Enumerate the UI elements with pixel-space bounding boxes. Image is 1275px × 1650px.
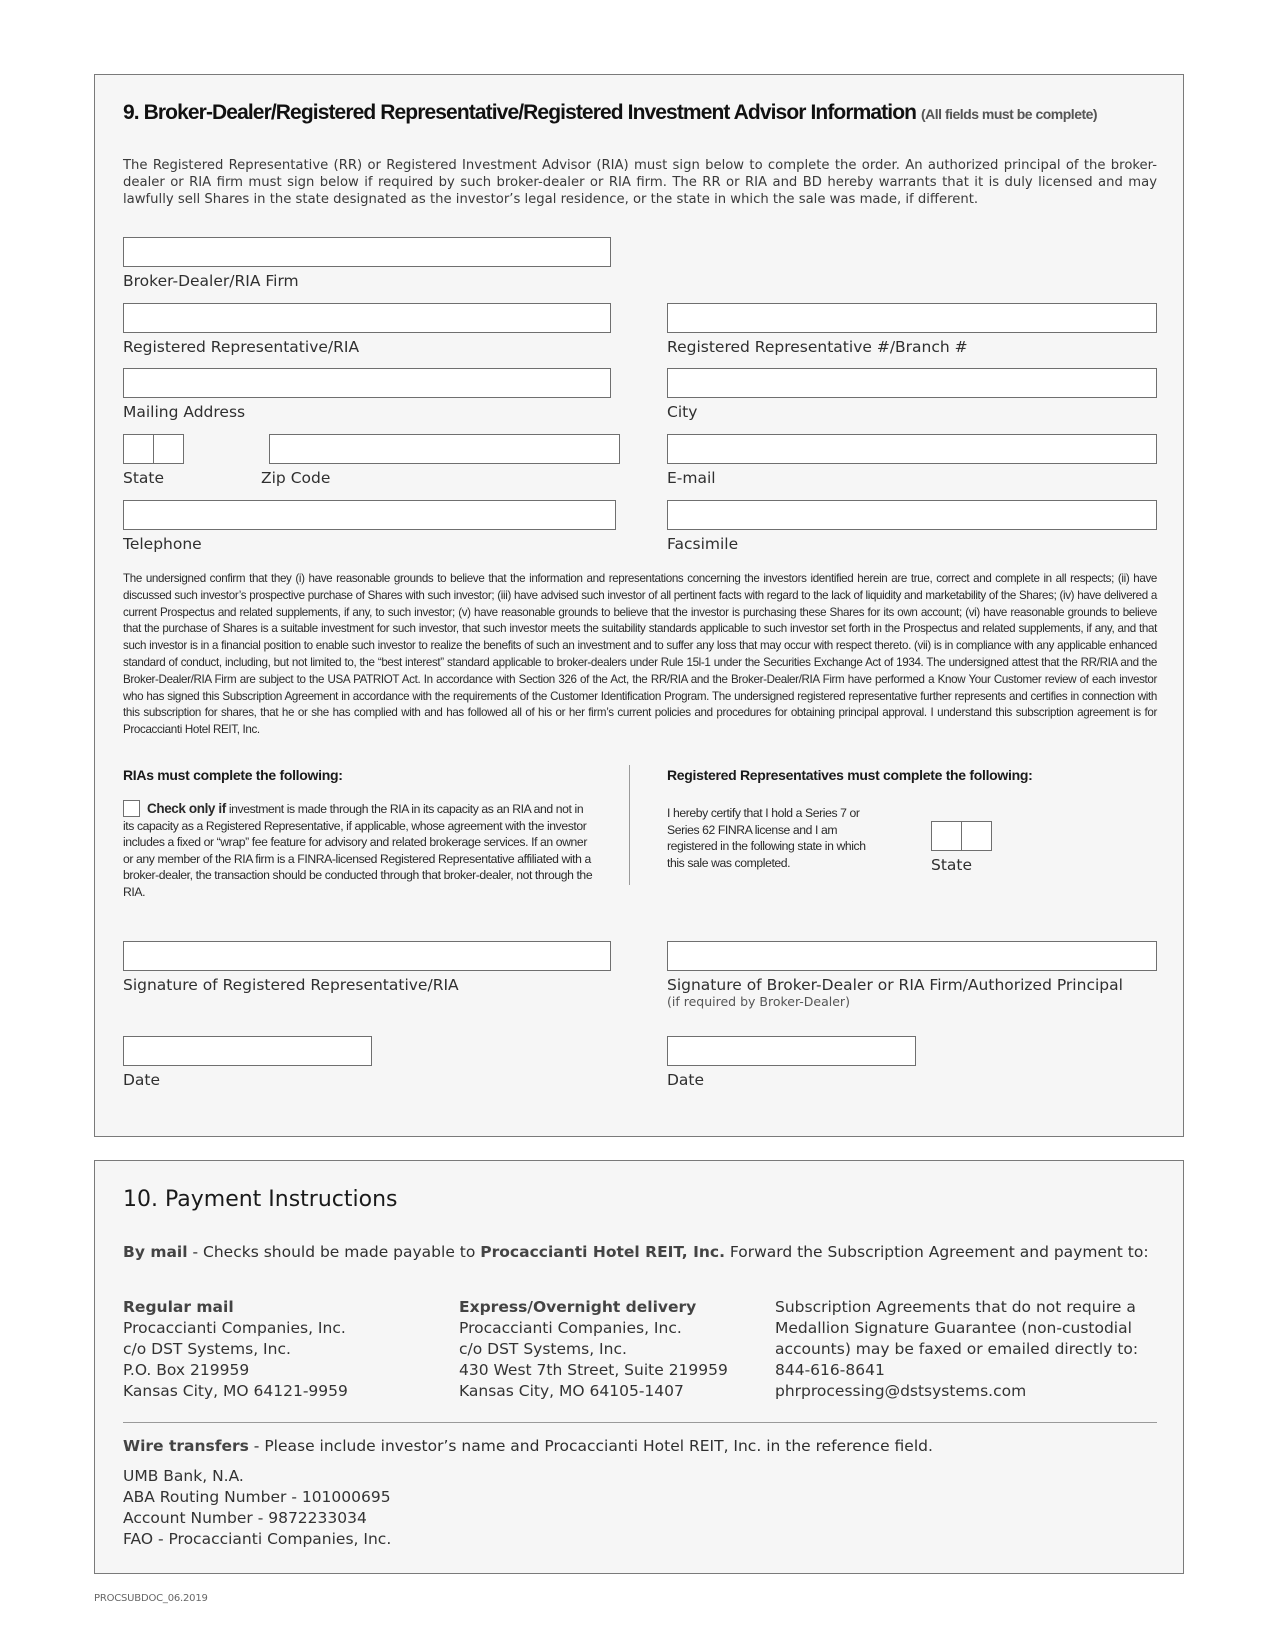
- mailing-address-label: Mailing Address: [123, 403, 246, 421]
- telephone-input[interactable]: [123, 500, 616, 530]
- rr-heading: Registered Representatives must complete the following:: [667, 767, 1033, 783]
- wire-line: ABA Routing Number - 101000695: [123, 1488, 391, 1506]
- rr-state-input-char-2[interactable]: [961, 821, 992, 851]
- regular-mail-line: Procaccianti Companies, Inc.: [123, 1319, 346, 1337]
- email-input[interactable]: [667, 434, 1157, 464]
- by-mail-text-2: Forward the Subscription Agreement and payment to:: [724, 1243, 1149, 1261]
- bd-signature-input[interactable]: [667, 941, 1157, 971]
- fax-line: Medallion Signature Guarantee (non-custodial: [775, 1319, 1132, 1337]
- regular-mail-line: c/o DST Systems, Inc.: [123, 1340, 291, 1358]
- by-mail-label: By mail: [123, 1243, 188, 1261]
- fax-line: Subscription Agreements that do not require a: [775, 1298, 1136, 1316]
- regular-mail-block: [123, 1297, 348, 1402]
- express-line: Kansas City, MO 64105-1407: [459, 1382, 684, 1400]
- certification-text: The undersigned confirm that they (i) have reasonable grounds to believe that the information and representations concerning the investors identified herein are true, correct and complete in all respects; (ii) have discussed such investor’s prospective purchase of Shares with such investor; (iii) have advised such investor of all pertinent facts with regard to the lack of liquidity and marketability of the Shares; (iv) have delivered a current Prospectus and related supplements, if any, to such investor; (v) have reasonable grounds to believe that the investor is purchasing these Shares for its own account; (vi) have reasonable grounds to believe that the purchase of Shares is a suitable investment for such investor, that such investor meets the suitability standards applicable to such investor set forth in the Prospectus and related supplements, if any, and that such investor is in a financial position to enable such investor to realize the benefits of such an investment and to suffer any loss that may occur with respect thereto. (vii) is in compliance with any applicable enhanced standard of conduct, including, but not limited to, the “best interest” standard applicable to broker-dealers under Rule 15l-1 under the Securities Exchange Act of 1934. The undersigned attest that the RR/RIA and the Broker-Dealer/RIA Firm are subject to the USA PATRIOT Act. In accordance with Section 326 of the Act, the RR/RIA and the Broker-Dealer/RIA Firm have performed a Know Your Customer review of each investor who has signed this Subscription Agreement in accordance with the requirements of the Customer Identification Program. The undersigned registered representative further represents and certifies in connection with this subscription for shares, that he or she has complied with and has followed all of his or her firm’s current policies and procedures for obtaining principal approval. I understand this subscription agreement is for Procaccianti Hotel REIT, Inc.: [123, 572, 1157, 737]
- by-mail-text-1: - Checks should be made payable to: [187, 1243, 481, 1261]
- ria-check-body: investment is made through the RIA in its capacity as an RIA and not in its capacity as a Registered Representative, if applicable, whose agreement with the investor includes a fixed or “wrap” fee feature for advisory and related brokerage services. If an owner or any member of the RIA firm is a FINRA-licensed Registered Representative affiliated with a broker-dealer, the transaction should be conducted through that broker-dealer, not through the RIA.: [123, 802, 593, 899]
- section-9-title: 9. Broker-Dealer/Registered Representative/Registered Investment Advisor Information (All fields must be complete): [123, 101, 1098, 124]
- fax-email: phrprocessing@dstsystems.com: [775, 1382, 1027, 1400]
- facsimile-input[interactable]: [667, 500, 1157, 530]
- state-input-char-1[interactable]: [123, 434, 154, 464]
- section-10-title: 10. Payment Instructions: [123, 1187, 398, 1212]
- rep-date-input[interactable]: [123, 1036, 372, 1066]
- ria-check-bold: Check only if: [147, 801, 226, 816]
- fax-email-block: [775, 1297, 1138, 1402]
- ria-check-text: [123, 801, 593, 900]
- email-label: E-mail: [667, 469, 716, 487]
- wire-instructions: [123, 1437, 933, 1455]
- wire-text: - Please include investor’s name and Procaccianti Hotel REIT, Inc. in the reference field.: [248, 1437, 933, 1455]
- by-mail-payee: Procaccianti Hotel REIT, Inc.: [480, 1243, 725, 1261]
- section-9-intro: The Registered Representative (RR) or Registered Investment Advisor (RIA) must sign below to complete the order. An authorized principal of the broker-dealer or RIA firm must sign below if required by such broker-dealer or RIA firm. The RR or RIA and BD hereby warrants that it is duly licensed and may lawfully sell Shares in the state designated as the investor’s legal residence, or the state in which the sale was made, if different.: [123, 158, 1157, 207]
- rep-number-input[interactable]: [667, 303, 1157, 333]
- wire-details-block: [123, 1466, 391, 1550]
- ria-heading: RIAs must complete the following:: [123, 767, 343, 783]
- telephone-label: Telephone: [123, 535, 202, 553]
- zip-label: Zip Code: [261, 469, 331, 487]
- bd-signature-note: (if required by Broker-Dealer): [667, 994, 850, 1009]
- city-label: City: [667, 403, 698, 421]
- rep-label: Registered Representative/RIA: [123, 338, 360, 356]
- payment-divider: [123, 1422, 1157, 1423]
- rep-input[interactable]: [123, 303, 611, 333]
- wire-label: Wire transfers: [123, 1437, 249, 1455]
- wire-line: Account Number - 9872233034: [123, 1509, 367, 1527]
- fax-line: accounts) may be faxed or emailed directly to:: [775, 1340, 1139, 1358]
- wire-line: FAO - Procaccianti Companies, Inc.: [123, 1530, 392, 1548]
- state-input-char-2[interactable]: [153, 434, 184, 464]
- by-mail-instructions: [123, 1243, 1149, 1261]
- zip-input[interactable]: [269, 434, 620, 464]
- regular-mail-line: Kansas City, MO 64121-9959: [123, 1382, 348, 1400]
- document-code: PROCSUBDOC_06.2019: [94, 1593, 208, 1604]
- express-delivery-block: [459, 1297, 728, 1402]
- express-line: Procaccianti Companies, Inc.: [459, 1319, 682, 1337]
- section-9-broker-dealer: [94, 74, 1184, 1137]
- rep-signature-label: Signature of Registered Representative/RIA: [123, 976, 459, 994]
- state-label: State: [123, 469, 165, 487]
- regular-mail-heading: Regular mail: [123, 1298, 234, 1316]
- fax-number: 844-616-8641: [775, 1361, 885, 1379]
- rep-number-label: Registered Representative #/Branch #: [667, 338, 968, 356]
- wire-line: UMB Bank, N.A.: [123, 1467, 244, 1485]
- rr-state-label: State: [931, 856, 973, 874]
- bd-date-input[interactable]: [667, 1036, 916, 1066]
- firm-input[interactable]: [123, 237, 611, 267]
- mailing-address-input[interactable]: [123, 368, 611, 398]
- section-9-title-note: (All fields must be complete): [921, 106, 1098, 122]
- express-line: 430 West 7th Street, Suite 219959: [459, 1361, 728, 1379]
- express-line: c/o DST Systems, Inc.: [459, 1340, 627, 1358]
- rep-date-label: Date: [123, 1071, 161, 1089]
- firm-label: Broker-Dealer/RIA Firm: [123, 272, 299, 290]
- rr-certify-text: I hereby certify that I hold a Series 7 or Series 62 FINRA license and I am registered in the following state in which this sale was completed.: [667, 806, 866, 870]
- regular-mail-line: P.O. Box 219959: [123, 1361, 250, 1379]
- bd-signature-label: Signature of Broker-Dealer or RIA Firm/Authorized Principal: [667, 976, 1123, 994]
- city-input[interactable]: [667, 368, 1157, 398]
- column-divider: [629, 765, 630, 885]
- express-delivery-heading: Express/Overnight delivery: [459, 1298, 697, 1316]
- rr-state-input-char-1[interactable]: [931, 821, 962, 851]
- bd-date-label: Date: [667, 1071, 705, 1089]
- rep-signature-input[interactable]: [123, 941, 611, 971]
- section-10-payment-instructions: [94, 1160, 1184, 1574]
- facsimile-label: Facsimile: [667, 535, 739, 553]
